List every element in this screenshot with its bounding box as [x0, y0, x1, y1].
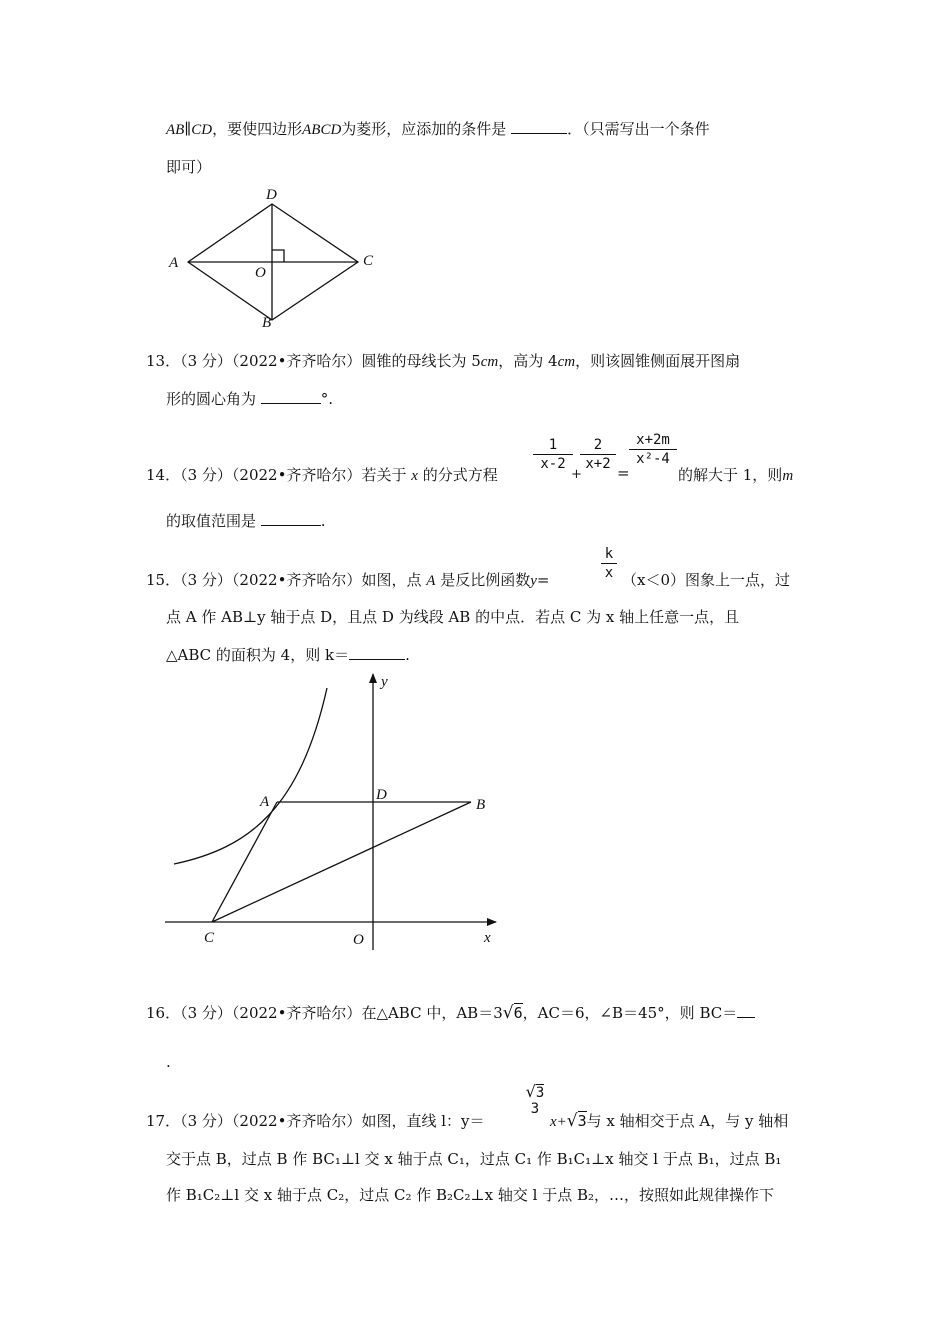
q17-frac-radicand: 3 [535, 1085, 545, 1101]
q15-label-o: O [353, 932, 364, 948]
q12-text-f: 为菱形，应添加的条件是 [341, 120, 507, 138]
q14-fraction-1 [533, 437, 573, 472]
q13-line2 [166, 389, 333, 409]
q15-meta: （3 分）（2022•齐齐哈尔） [180, 571, 362, 589]
q13-unit2: cm [557, 354, 576, 370]
q14-line1-tail [678, 465, 793, 486]
q14-number: 14． [146, 466, 181, 484]
q14-equals: = [617, 464, 630, 482]
q12-right-angle-mark [272, 250, 284, 262]
q15-condition: （x＜0） [622, 571, 686, 589]
q12-answer-blank[interactable] [511, 119, 567, 134]
q12-label-a: A [169, 255, 179, 271]
q14-text-a: 若关于 [361, 466, 407, 484]
q16-radicand: 6 [513, 1004, 523, 1022]
q15-label-x: x [484, 930, 491, 946]
q15-var-y: y [530, 573, 537, 589]
q12-text-g: ．（只需写出一个条件 [567, 120, 710, 138]
q17-line1-tail [550, 1111, 788, 1132]
q17-text-b: x+ [550, 1114, 567, 1130]
q14-var-m: m [782, 468, 794, 484]
q15-frac-num: k [604, 546, 614, 562]
q14-line2 [166, 511, 326, 531]
q12-abcd: ABCD [302, 122, 342, 138]
q17-sqrt-icon: √ [566, 1111, 578, 1131]
q16-line1 [146, 1003, 755, 1023]
q16-meta: （3 分）（2022•齐齐哈尔） [180, 1004, 362, 1022]
q13-text-c: ，则该圆锥侧面展开图扇 [575, 352, 741, 370]
q15-equals: = [536, 571, 550, 589]
q15-label-y: y [381, 674, 388, 690]
q14-frac3-num: x+2m [636, 432, 670, 448]
q14-plus: + [571, 467, 582, 482]
q14-frac2-num: 2 [593, 437, 603, 453]
q15-line2: 点 A 作 AB⊥y 轴于点 D，且点 D 为线段 AB 的中点．若点 C 为 x 轴上任意一点，且 [166, 608, 740, 626]
q14-line2-a: 的取值范围是 [166, 512, 257, 530]
q14-frac1-num: 1 [548, 437, 558, 453]
q12-cd: CD [191, 122, 213, 138]
q16-sqrt-icon: √ [502, 1003, 514, 1023]
q15-label-a: A [260, 794, 270, 810]
q14-text-b: 的分式方程 [422, 466, 498, 484]
q15-fraction [601, 546, 617, 581]
q15-line3 [166, 645, 410, 665]
q15-var-a: A [426, 573, 436, 589]
q13-line1 [146, 351, 740, 372]
q12-label-o: O [255, 265, 266, 281]
q17-frac-den: 3 [530, 1101, 540, 1117]
q15-line1-tail [622, 570, 790, 590]
q17-text-a: 如图，直线 l：y＝ [361, 1112, 485, 1130]
q15-line1 [146, 570, 549, 591]
q15-segment-ac [212, 802, 277, 922]
q12-label-c: C [363, 253, 374, 269]
q12-line1 [166, 119, 710, 140]
q17-text-c: 与 x 轴相交于点 A，与 y 轴相 [586, 1112, 789, 1130]
q14-frac2-den: x+2 [585, 456, 611, 472]
q17-line1 [146, 1111, 484, 1131]
q12-text-d: ，要使四边形 [212, 120, 303, 138]
q12-label-b: B [262, 315, 272, 331]
q15-segment-bc [212, 802, 471, 922]
q15-text-a: 如图，点 [361, 571, 422, 589]
q13-line2-a: 形的圆心角为 [166, 390, 257, 408]
q17-meta: （3 分）（2022•齐齐哈尔） [180, 1112, 362, 1130]
q12-line2: 即可） [166, 158, 212, 176]
q16-answer-blank[interactable] [737, 1003, 755, 1018]
q17-fraction [517, 1082, 553, 1117]
q14-fraction-2 [580, 437, 616, 472]
q13-unit1: cm [480, 354, 499, 370]
q12-rhombus-figure [160, 185, 390, 335]
q15-number: 15． [146, 571, 181, 589]
q15-figure [160, 668, 510, 958]
q15-label-b: B [476, 797, 486, 813]
q14-frac1-den: x-2 [540, 456, 566, 472]
q13-text-a: 圆锥的母线长为 5 [361, 352, 481, 370]
q12-label-d: D [266, 187, 277, 203]
q14-var-x: x [411, 468, 418, 484]
q14-fraction-3 [629, 432, 677, 467]
q15-hyperbola-curve [174, 688, 327, 864]
q15-label-d: D [376, 787, 387, 803]
q17-number: 17． [146, 1112, 181, 1130]
q13-text-b: ，高为 4 [498, 352, 558, 370]
q16-number: 16． [146, 1004, 181, 1022]
q13-answer-blank[interactable] [261, 389, 321, 404]
q14-text-c: 的解大于 1，则 [678, 466, 783, 484]
q14-frac3-den: x²-4 [636, 451, 670, 467]
q13-number: 13． [146, 352, 181, 370]
q14-line2-b: . [320, 512, 326, 530]
q17-frac-sqrt-icon: √ [525, 1082, 536, 1101]
q13-line2-b: °. [320, 390, 334, 408]
q15-line3-a: △ABC 的面积为 4，则 k＝ [166, 646, 350, 664]
q17-line2: 交于点 B，过点 B 作 BC₁⊥l 交 x 轴于点 C₁，过点 C₁ 作 B₁C₁⊥x 轴交 l 于点 B₁，过点 B₁ [166, 1150, 782, 1168]
q12-parallel: ∥ [184, 120, 192, 138]
q17-radicand: 3 [577, 1112, 587, 1130]
q13-meta: （3 分）（2022•齐齐哈尔） [180, 352, 362, 370]
q16-line2: . [166, 1053, 171, 1071]
q17-frac-num [517, 1082, 553, 1101]
q15-text-b: 是反比例函数 [440, 571, 531, 589]
q15-answer-blank[interactable] [349, 645, 405, 660]
q16-text-a: 在△ABC 中，AB＝3 [361, 1004, 503, 1022]
q15-line3-b: . [405, 646, 410, 664]
q17-line3: 作 B₁C₂⊥l 交 x 轴于点 C₂，过点 C₂ 作 B₂C₂⊥x 轴交 l 于点 B₂，…，按照如此规律操作下 [166, 1186, 775, 1204]
q12-ab: AB [166, 122, 185, 138]
q15-label-c: C [204, 930, 215, 946]
q14-line1 [146, 465, 498, 486]
q14-answer-blank[interactable] [261, 511, 321, 526]
q16-text-b: ，AC＝6，∠B＝45°，则 BC＝ [522, 1004, 738, 1022]
q15-text-c: 图象上一点，过 [685, 571, 791, 589]
q14-meta: （3 分）（2022•齐齐哈尔） [180, 466, 362, 484]
q15-frac-den: x [604, 565, 614, 581]
